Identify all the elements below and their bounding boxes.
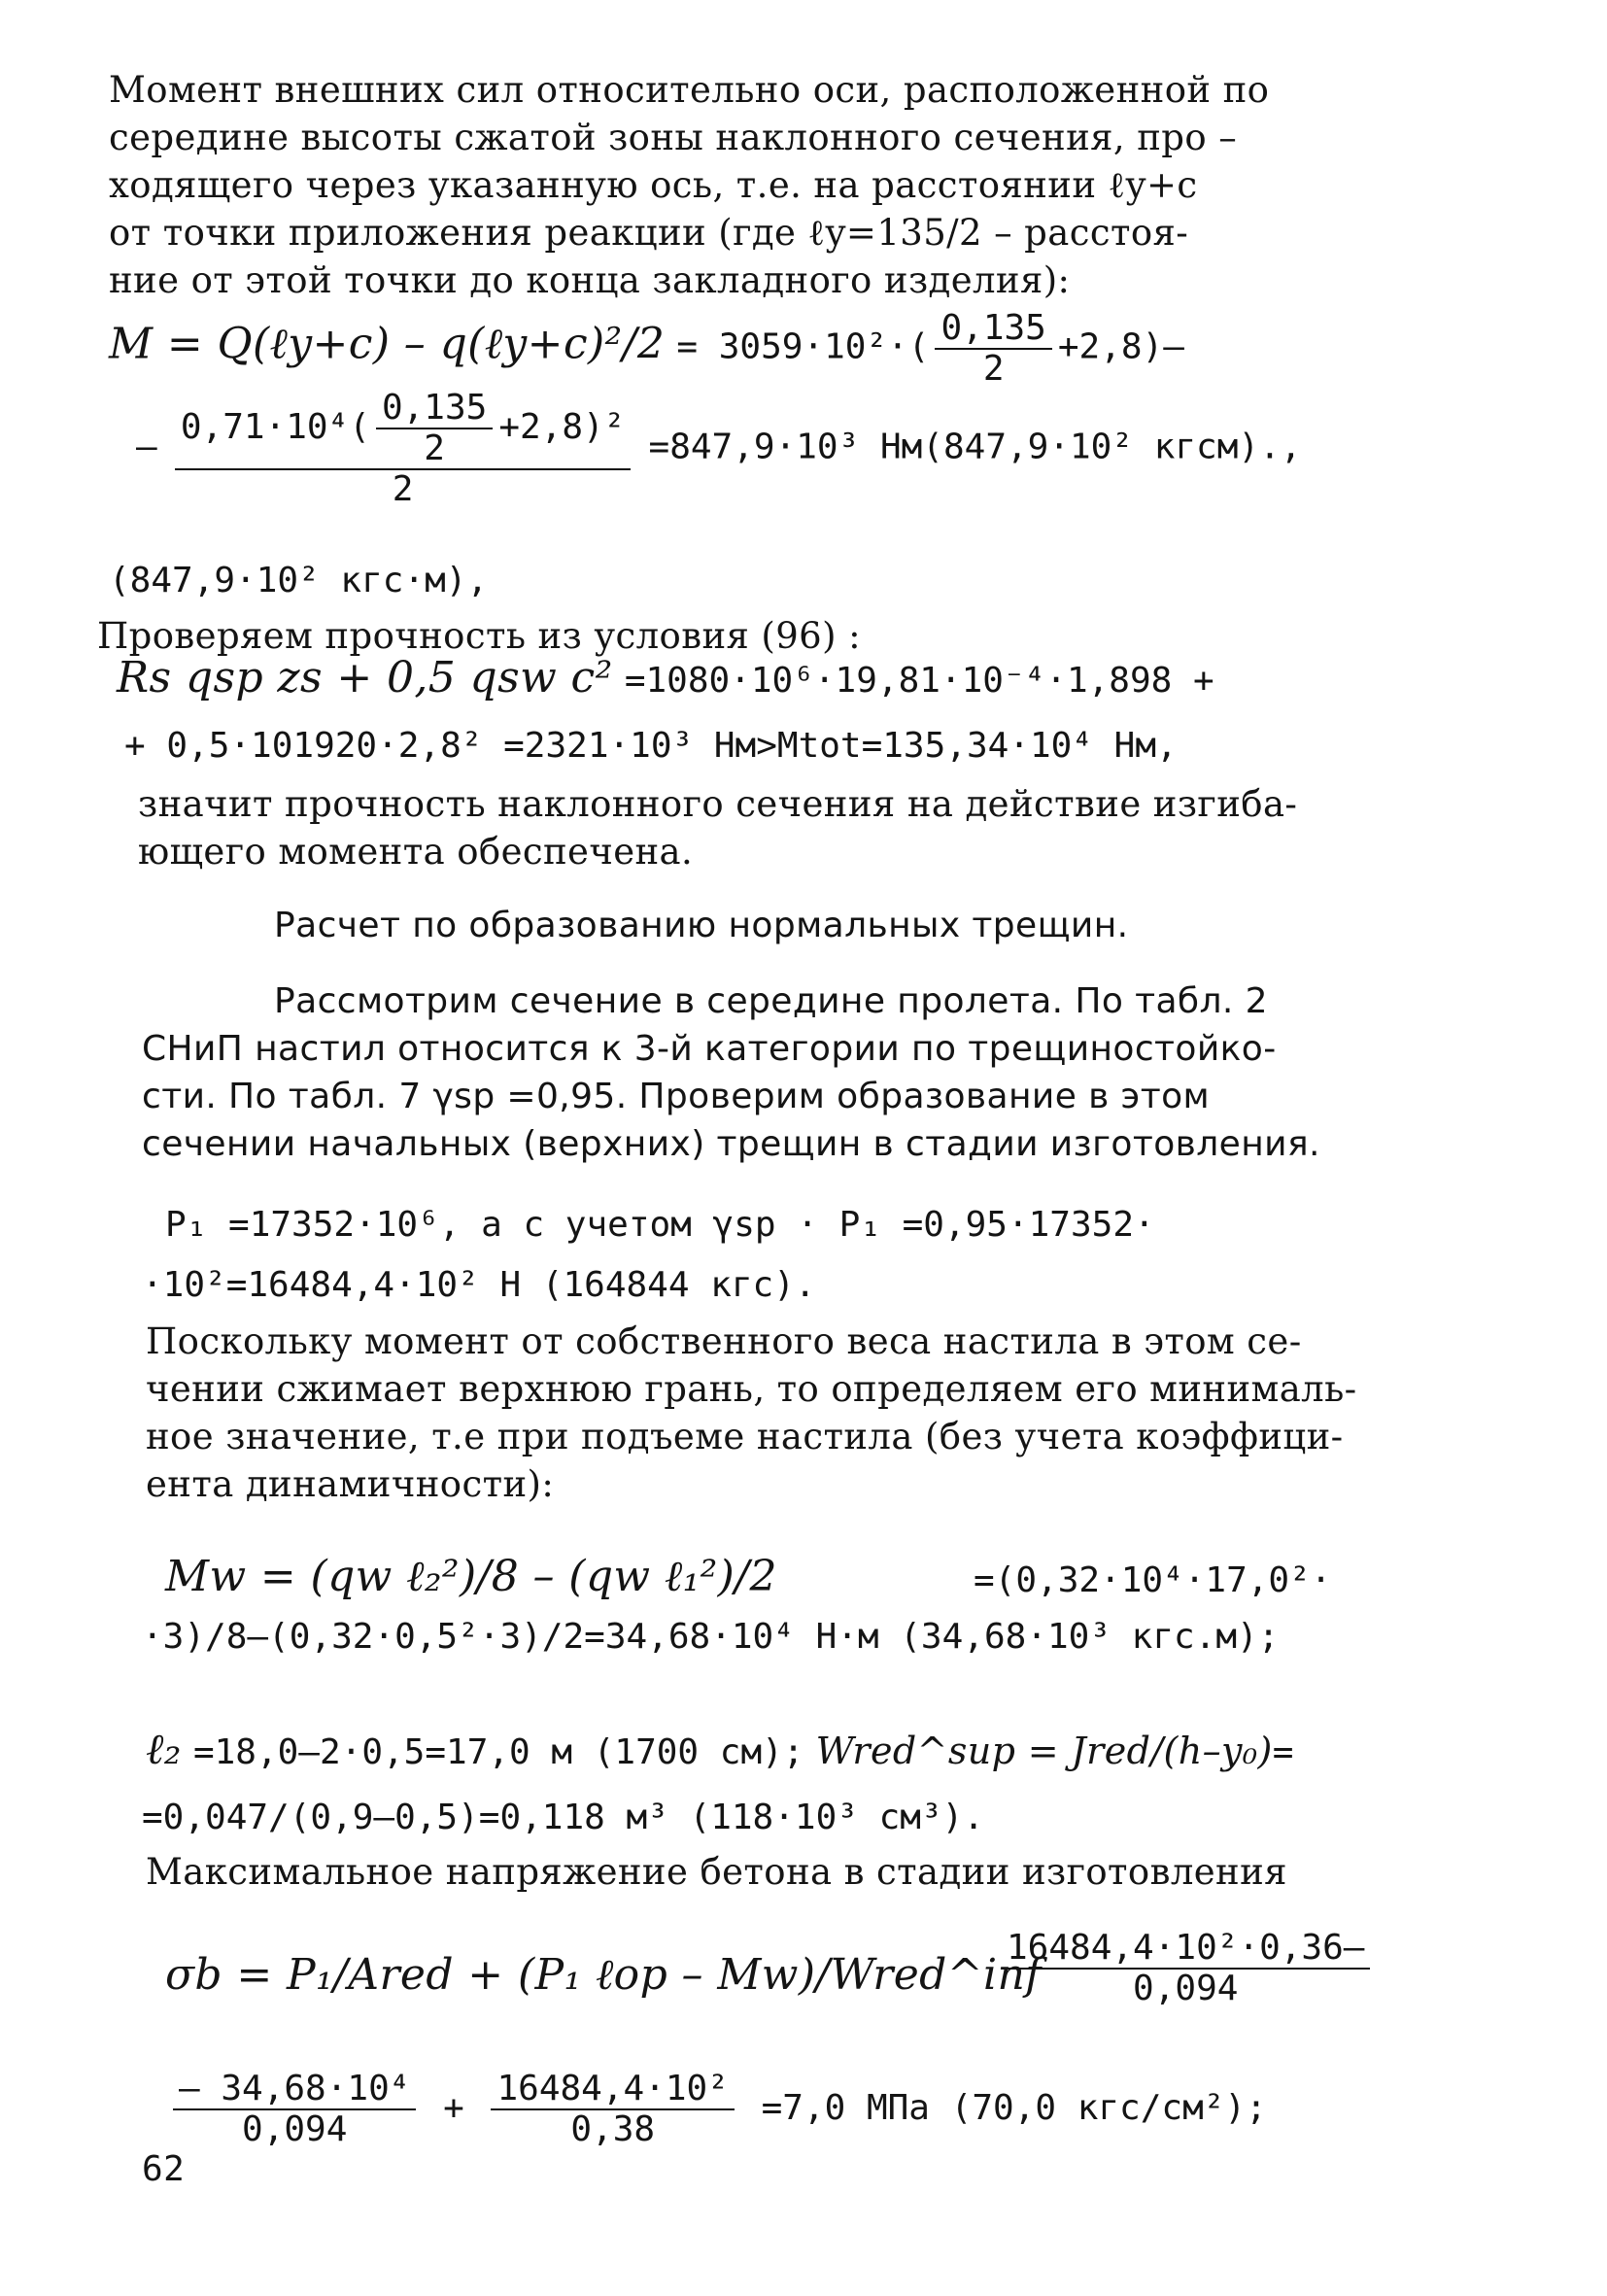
handwritten-formula: Mw = (qw ℓ₂²)/8 – (qw ℓ₁²)/2 xyxy=(165,1552,777,1601)
equation-result: =847,9·10³ Нм(847,9·10² кгсм)., xyxy=(648,427,1302,467)
text-line: ента динамичности): xyxy=(146,1463,555,1505)
text-line: ходящего через указанную ось, т.е. на расстоянии ℓy+c xyxy=(109,164,1198,206)
equation-l2-line1 xyxy=(146,1725,1294,1775)
equation-p1-line2: ·10²=16484,4·10² Н (164844 кгс). xyxy=(142,1265,816,1305)
text-line: сечении начальных (верхних) трещин в стадии изготовления. xyxy=(142,1124,1320,1164)
equation-part: 0,71·10⁴( xyxy=(180,407,370,447)
equation-sigma-row2 xyxy=(167,2070,1267,2149)
text-line: сти. По табл. 7 γsp =0,95. Проверим образование в этом xyxy=(142,1077,1211,1116)
text-line: ющего момента обеспечена. xyxy=(138,831,694,873)
plus-sign: + xyxy=(443,2088,464,2128)
fraction xyxy=(175,389,632,509)
fraction xyxy=(491,2070,734,2149)
text-line: ное значение, т.е при подъеме настила (без учета коэффици- xyxy=(146,1416,1344,1457)
equation-moment-alt: (847,9·10² кгс·м), xyxy=(109,561,489,600)
handwritten-formula: M = Q(ℓy+c) – q(ℓy+c)²/2 xyxy=(109,319,666,369)
equation-part: =1080·10⁶·19,81·10⁻⁴·1,898 + xyxy=(624,661,1214,701)
fraction xyxy=(173,2070,416,2149)
equation-moment-line2 xyxy=(136,389,1301,509)
fraction-numerator: 16484,4·10²·0,36– xyxy=(1001,1929,1370,1970)
text-line: Поскольку момент от собственного веса настила в этом се- xyxy=(146,1320,1302,1362)
equation-p1-line1: P₁ =17352·10⁶, а с учетом γsp · P₁ =0,95·17352· xyxy=(165,1205,1155,1245)
text-line: ние от этой точки до конца закладного изделия): xyxy=(109,259,1071,301)
text-line: от точки приложения реакции (где ℓy=135/2 – расстоя- xyxy=(109,212,1189,254)
fraction-numerator: 16484,4·10² xyxy=(491,2070,734,2110)
equation-check-line1 xyxy=(117,653,1214,703)
handwritten-formula: Wred^sup = Jred/(h–y₀) xyxy=(815,1730,1273,1772)
handwritten-formula: σb = P₁/Ared + (P₁ ℓop – Mw)/Wred^inf xyxy=(165,1950,1042,2000)
section-title: Расчет по образованию нормальных трещин. xyxy=(274,906,1129,945)
equation-result: =7,0 МПа (70,0 кгс/см²); xyxy=(761,2088,1267,2128)
equation-mw-line2: ·3)/8–(0,32·0,5²·3)/2=34,68·10⁴ Н·м (34,68·10³ кгс.м); xyxy=(142,1617,1280,1657)
fraction-denominator: 2 xyxy=(424,428,445,468)
fraction-denominator: 0,094 xyxy=(242,2109,348,2149)
fraction-numerator: – 34,68·10⁴ xyxy=(173,2070,416,2110)
equation-mw-value: =(0,32·10⁴·17,0²· xyxy=(974,1560,1332,1600)
fraction-denominator: 2 xyxy=(982,349,1005,389)
text-line: значит прочность наклонного сечения на действие изгиба- xyxy=(138,783,1298,825)
text-line: Рассмотрим сечение в середине пролета. По табл. 2 xyxy=(274,981,1268,1021)
fraction-numerator: 0,135 xyxy=(376,389,493,429)
handwritten-formula: Rs qsp zs + 0,5 qsw c² xyxy=(117,653,613,703)
equation-check-line2: + 0,5·101920·2,8² =2321·10³ Нм>Mtot=135,34·10⁴ Нм, xyxy=(124,726,1178,766)
equation-part: =18,0–2·0,5=17,0 м (1700 см); xyxy=(192,1732,804,1772)
fraction-denominator: 0,094 xyxy=(1133,1969,1239,2008)
equation-part: = 3059·10²·( xyxy=(676,326,930,367)
text-line: СНиП настил относится к 3-й категории по трещиностойко- xyxy=(142,1029,1277,1069)
equation-moment-line1 xyxy=(109,309,1184,389)
fraction xyxy=(1001,1929,1370,2008)
equation-part: – xyxy=(136,427,157,467)
equation-l2-line2: =0,047/(0,9–0,5)=0,118 м³ (118·10³ см³). xyxy=(142,1798,984,1837)
fraction xyxy=(935,309,1051,389)
text-line: середине высоты сжатой зоны наклонного сечения, про – xyxy=(109,117,1238,158)
fraction-denominator: 2 xyxy=(392,469,414,509)
text-line: Момент внешних сил относительно оси, расположенной по xyxy=(109,69,1270,111)
text-line: Проверяем прочность из условия (96) : xyxy=(97,615,861,657)
fraction-numerator: 0,135 xyxy=(935,309,1051,350)
fraction-numerator xyxy=(175,389,632,470)
text-line: чении сжимает верхнюю грань, то определяем его минималь- xyxy=(146,1368,1357,1410)
equation-part: +2,8)² xyxy=(498,407,626,447)
fraction-denominator: 0,38 xyxy=(570,2109,656,2149)
handwritten-formula: ℓ₂ xyxy=(146,1725,182,1774)
page-number: 62 xyxy=(142,2149,186,2189)
equation-part: = xyxy=(1272,1732,1294,1772)
equation-sigma-row1 xyxy=(995,1929,1376,2008)
text-line: Максимальное напряжение бетона в стадии изготовления xyxy=(146,1851,1287,1893)
fraction-inner xyxy=(376,389,493,468)
equation-part: +2,8)– xyxy=(1057,326,1184,367)
